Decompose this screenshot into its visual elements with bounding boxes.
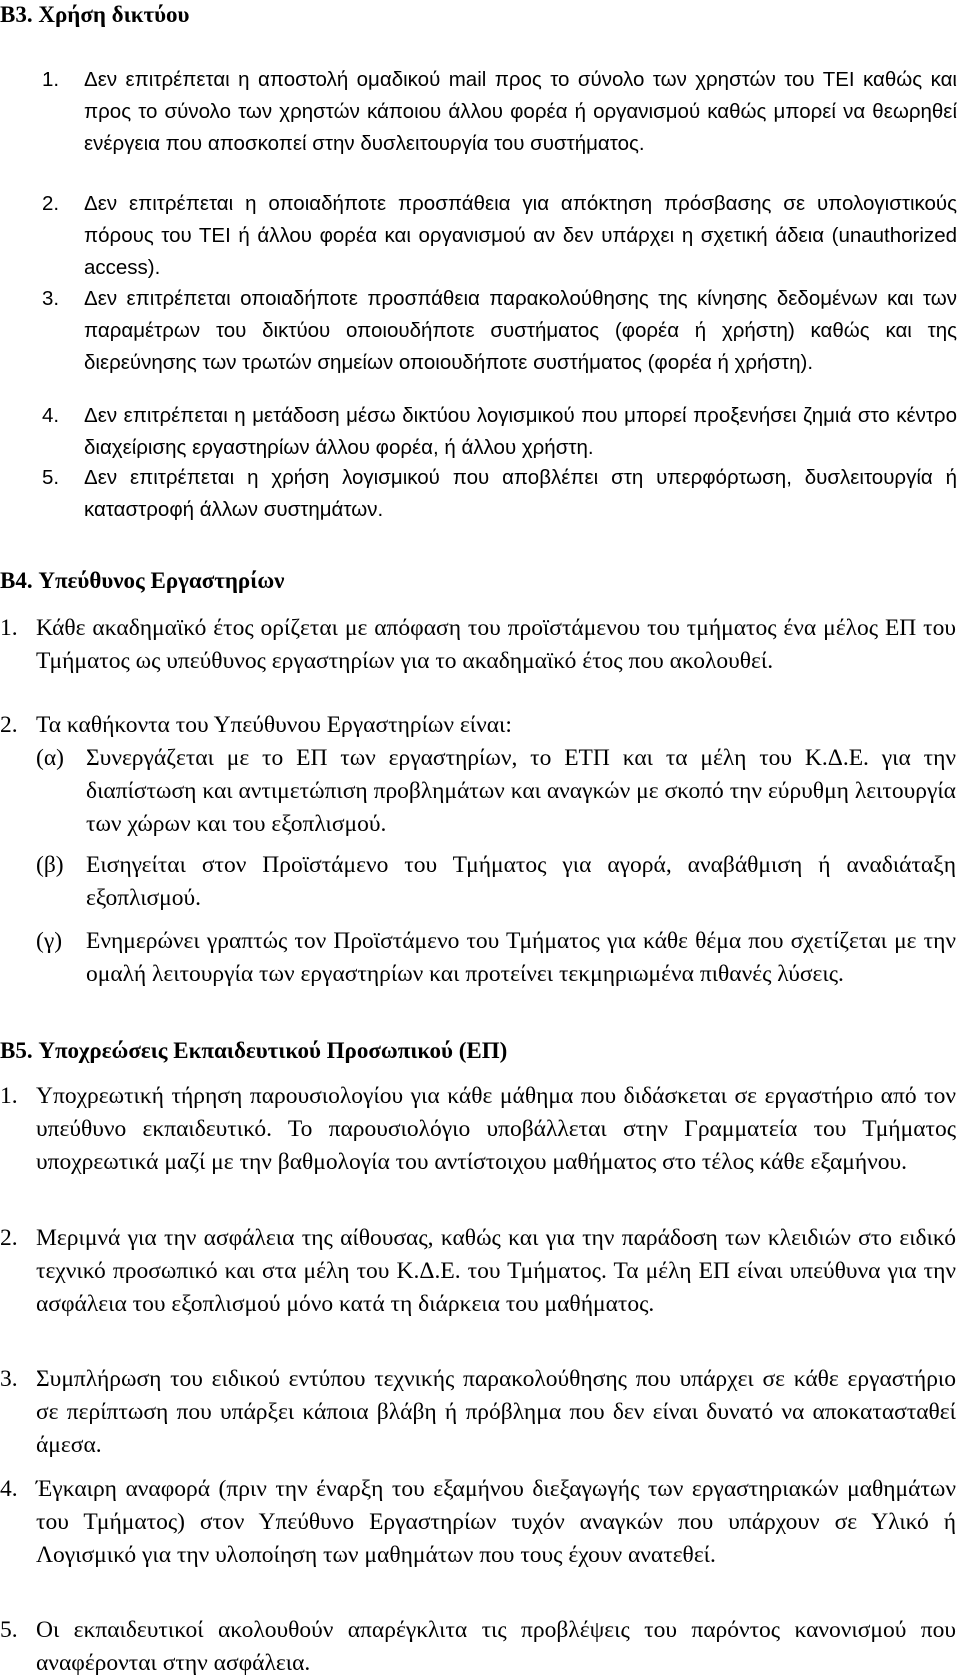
sub-item-label: (β)	[36, 852, 64, 878]
item-number: 4.	[0, 1476, 18, 1502]
item-text: Δεν επιτρέπεται η οποιαδήποτε προσπάθεια για απόκτηση πρόσβασης σε υπολογιστικούς πόρους του ΤΕΙ ή άλλου φορέα και οργανισμού αν δεν υπάρχει η σχετική άδεια (unauthorized access).	[84, 192, 957, 279]
item-text: Υποχρεωτική τήρηση παρουσιολογίου για κάθε μάθημα που διδάσκεται σε εργαστήριο από τον υπεύθυνο εκπαιδευτικό. Το παρουσιολόγιο υποβάλλεται στην Γραμματεία του Τμήματος υποχρεωτικά μαζί με την βαθμολογία του αντίστοιχου μαθήματος στο τέλος κάθε εξαμήνου.	[36, 1083, 956, 1175]
item-text: Δεν επιτρέπεται η χρήση λογισμικού που αποβλέπει στη υπερφόρτωση, δυσλειτουργία ή καταστροφή άλλων συστημάτων.	[84, 466, 957, 521]
section-heading-b3: B3. Χρήση δικτύου	[0, 2, 190, 27]
item-text: Οι εκπαιδευτικοί ακολουθούν απαρέγκλιτα τις προβλέψεις του παρόντος κανονισμού που αναφέρονται στην ασφάλεια.	[36, 1617, 956, 1676]
item-number: 1.	[0, 615, 18, 641]
item-text: Μεριμνά για την ασφάλεια της αίθουσας, καθώς και για την παράδοση των κλειδιών στο ειδικό τεχνικό προσωπικό και στα μέλη του Κ.Δ.Ε. του Τμήματος. Τα μέλη ΕΠ είναι υπεύθυνα για την ασφάλεια του εξοπλισμού μόνο κατά τη διάρκεια του μαθήματος.	[36, 1225, 956, 1317]
item-text: Δεν επιτρέπεται η αποστολή ομαδικού mail προς το σύνολο των χρηστών του ΤΕΙ καθώς και προς το σύνολο των χρηστών κάποιου άλλου φορέα ή οργανισμού καθώς μπορεί να θεωρηθεί ενέργεια που αποσκοπεί στην δυσλειτουργία του συστήματος.	[84, 68, 957, 155]
section-heading-b5: B5. Υποχρεώσεις Εκπαιδευτικού Προσωπικού (ΕΠ)	[0, 1038, 508, 1063]
item-number: 1.	[0, 1083, 18, 1109]
sub-item-text: Εισηγείται στον Προϊστάμενο του Τμήματος για αγορά, αναβάθμιση ή αναδιάταξη εξοπλισμού.	[86, 852, 956, 911]
sub-item-label: (γ)	[36, 928, 63, 954]
item-number: 2.	[0, 1225, 18, 1251]
item-text: Κάθε ακαδημαϊκό έτος ορίζεται με απόφαση του προϊστάμενου του τμήματος ένα μέλος ΕΠ του Τμήματος ως υπεύθυνος εργαστηρίων για το ακαδημαϊκό έτος που ακολουθεί.	[36, 615, 956, 674]
sub-item-text: Συνεργάζεται με το ΕΠ των εργαστηρίων, το ΕΤΠ και τα μέλη του Κ.Δ.Ε. για την διαπίστωση και αντιμετώπιση προβλημάτων και αναγκών με σκοπό την εύρυθμη λειτουργία των χώρων και του εξοπλισμού.	[86, 745, 956, 837]
item-number: 3.	[42, 287, 60, 310]
item-number: 2.	[42, 192, 60, 215]
item-text: Δεν επιτρέπεται η μετάδοση μέσω δικτύου λογισμικού που μπορεί προξενήσει ζημιά στο κέντρο διαχείρισης εργαστηρίων άλλου φορέα, ή άλλου χρήστη.	[84, 404, 957, 459]
item-text: Τα καθήκοντα του Υπεύθυνου Εργαστηρίων είναι:	[36, 712, 512, 738]
item-text: Συμπλήρωση του ειδικού εντύπου τεχνικής παρακολούθησης που υπάρχει σε κάθε εργαστήριο σε περίπτωση που υπάρξει κάποια βλάβη ή πρόβλημα που δεν είναι δυνατό να αποκατασταθεί άμεσα.	[36, 1366, 956, 1458]
item-number: 3.	[0, 1366, 18, 1392]
item-number: 5.	[0, 1617, 18, 1643]
sub-item-label: (α)	[36, 745, 64, 771]
item-number: 5.	[42, 466, 60, 489]
item-number: 1.	[42, 68, 60, 91]
item-text: Δεν επιτρέπεται οποιαδήποτε προσπάθεια παρακολούθησης της κίνησης δεδομένων και των παραμέτρων του δικτύου οποιουδήποτε συστήματος (φορέα ή χρήστη) καθώς και της διερεύνησης των τρωτών σημείων οποιουδήποτε συστήματος (φορέα ή χρήστη).	[84, 287, 957, 374]
item-number: 2.	[0, 712, 18, 738]
item-number: 4.	[42, 404, 60, 427]
sub-item-text: Ενημερώνει γραπτώς τον Προϊστάμενο του Τμήματος για κάθε θέμα που σχετίζεται με την ομαλή λειτουργία των εργαστηρίων και προτείνει τεκμηριωμένα πιθανές λύσεις.	[86, 928, 956, 987]
section-heading-b4: B4. Υπεύθυνος Εργαστηρίων	[0, 568, 285, 593]
item-text: Έγκαιρη αναφορά (πριν την έναρξη του εξαμήνου διεξαγωγής των εργαστηριακών μαθημάτων του Τμήματος) στον Υπεύθυνο Εργαστηρίων τυχόν αναγκών που υπάρχουν σε Υλικό ή Λογισμικό για την υλοποίηση των μαθημάτων που τους έχουν ανατεθεί.	[36, 1476, 956, 1568]
